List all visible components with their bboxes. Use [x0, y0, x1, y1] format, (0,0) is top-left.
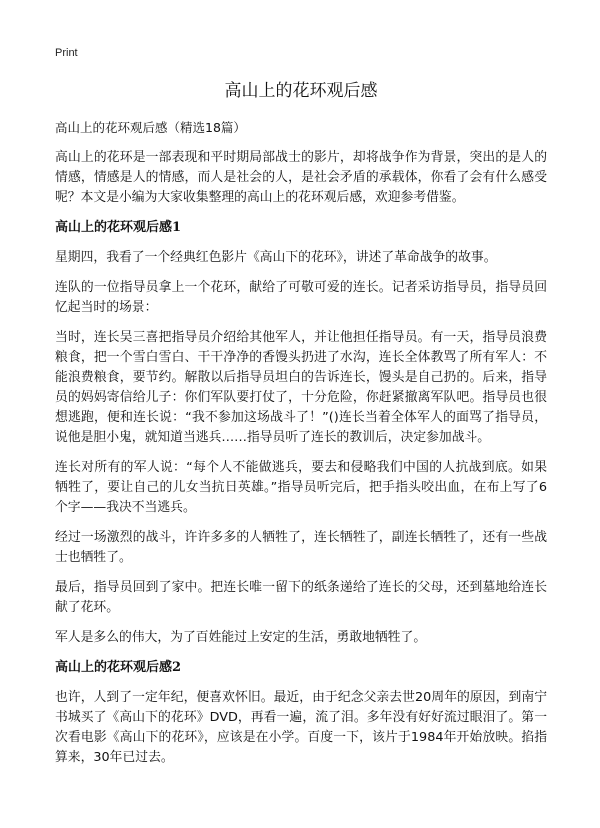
paragraph: 经过一场激烈的战斗，许许多多的人牺牲了，连长牺牲了，副连长牺牲了，还有一些战士也牺牲了。 — [55, 530, 547, 565]
section-heading: 高山上的花环观后感2 — [55, 660, 182, 675]
paragraph: 军人是多么的伟大，为了百姓能过上安定的生活，勇敢地牺牲了。 — [55, 630, 427, 645]
paragraph: 也许，人到了一定年纪，便喜欢怀旧。最近，由于纪念父亲去世20周年的原因，到南宁书城买了《高山下的花环》DVD，再看一遍，流了泪。多年没有好好流过眼泪了。第一次看电影《高山下的花环》，应该是在小学。百度一下，该片于1984年开始放映。掐指算来，30年已过去。 — [55, 690, 547, 765]
document — [55, 78, 547, 778]
paragraph: 星期四，我看了一个经典红色影片《高山下的花环》，讲述了革命战争的故事。 — [55, 250, 497, 265]
section-heading: 高山上的花环观后感1 — [55, 220, 182, 235]
print-link[interactable]: Print — [55, 47, 78, 59]
subtitle: 高山上的花环观后感（精选18篇） — [55, 120, 246, 135]
paragraph: 最后，指导员回到了家中。把连长唯一留下的纸条递给了连长的父母，还到墓地给连长献了花环。 — [55, 580, 547, 615]
paragraph: 连长对所有的军人说：“每个人不能做逃兵，要去和侵略我们中国的人抗战到底。如果牺牲了，要让自己的儿女当抗日英雄。”指导员听完后，把手指头咬出血，在布上写了6个字——我决不当逃兵。 — [55, 460, 547, 515]
paragraph: 连队的一位指导员拿上一个花环，献给了可敬可爱的连长。记者采访指导员，指导员回忆起当时的场景： — [55, 280, 547, 315]
intro-paragraph: 高山上的花环是一部表现和平时期局部战士的影片，却将战争作为背景，突出的是人的情感，情感是人的情感，而人是社会的人，是社会矛盾的承载体，你看了会有什么感受呢？本文是小编为大家收集整理的高山上的花环观后感，欢迎参考借鉴。 — [55, 150, 547, 205]
page-title: 高山上的花环观后感 — [224, 81, 378, 101]
paragraph: 当时，连长吴三喜把指导员介绍给其他军人，并让他担任指导员。有一天，指导员浪费粮食，把一个雪白雪白、干干净净的香馒头扔进了水沟，连长全体教骂了所有军人：不能浪费粮食，要节约。解散以后指导员坦白的告诉连长，馒头是自己扔的。后来，指导员的妈妈寄信给儿子：你们军队要打仗了，十分危险，你赶紧撤离军队吧。指导员也很想逃跑，便和连长说：“我不参加这场战斗了！”()连长当着全体军人的面骂了指导员，说他是胆小鬼，就知道当逃兵……指导员听了连长的教训后，决定参加战斗。 — [55, 330, 547, 445]
